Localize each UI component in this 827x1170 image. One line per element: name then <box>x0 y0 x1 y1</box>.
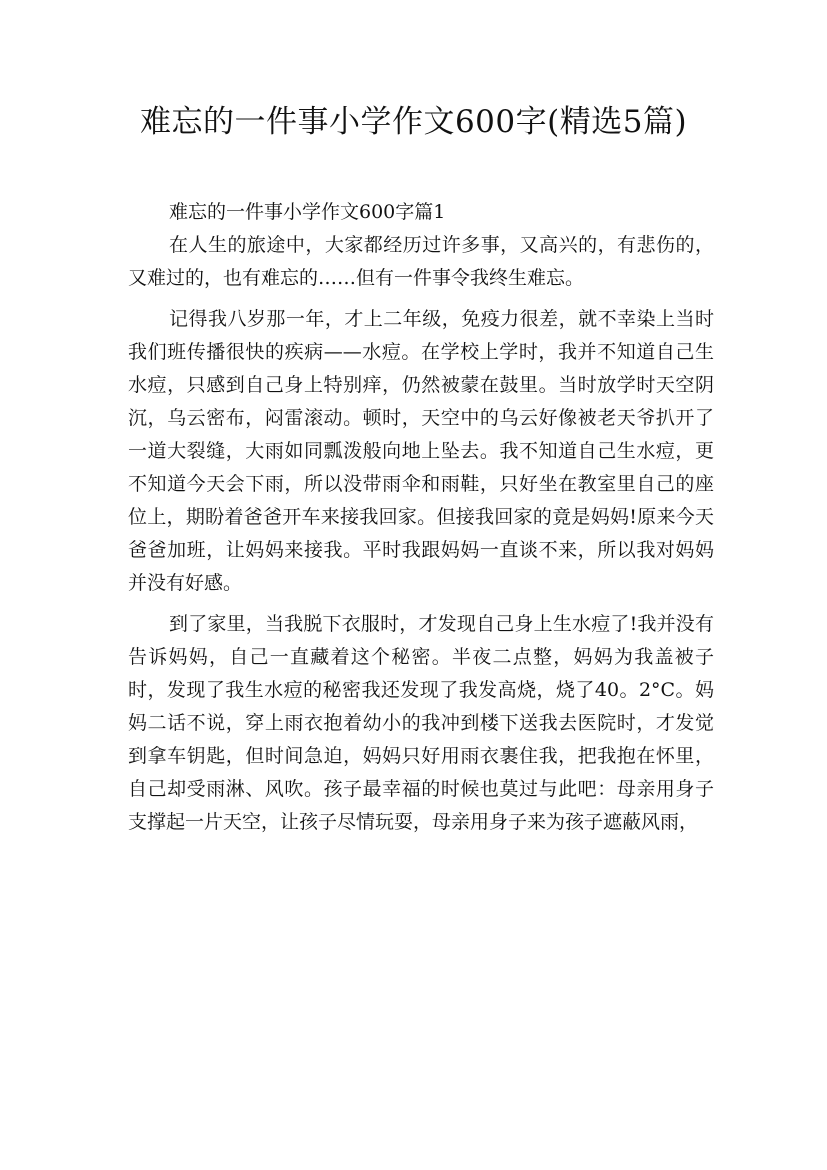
document-body <box>128 196 714 847</box>
paragraph-1: 在人生的旅途中，大家都经历过许多事，又高兴的，有悲伤的，又难过的，也有难忘的……但有一件事令我终生难忘。 <box>128 234 714 289</box>
paragraph-2: 记得我八岁那一年，才上二年级，免疫力很差，就不幸染上当时我们班传播很快的疾病——水痘。在学校上学时，我并不知道自己生水痘，只感到自己身上特别痒，仍然被蒙在鼓里。当时放学时天空阴沉，乌云密布，闷雷滚动。顿时，天空中的乌云好像被老天爷扒开了一道大裂缝，大雨如同瓢泼般向地上坠去。我不知道自己生水痘，更不知道今天会下雨，所以没带雨伞和雨鞋，只好坐在教室里自己的座位上，期盼着爸爸开车来接我回家。但接我回家的竟是妈妈!原来今天爸爸加班，让妈妈来接我。平时我跟妈妈一直谈不来，所以我对妈妈并没有好感。 <box>128 308 714 594</box>
section-heading: 难忘的一件事小学作文600字篇1 <box>169 201 446 223</box>
paragraph-3: 到了家里，当我脱下衣服时，才发现自己身上生水痘了!我并没有告诉妈妈，自己一直藏着这个秘密。半夜二点整，妈妈为我盖被子时，发现了我生水痘的秘密我还发现了我发高烧，烧了40。2°C。妈妈二话不说，穿上雨衣抱着幼小的我冲到楼下送我去医院时，才发觉到拿车钥匙，但时间急迫，妈妈只好用雨衣裹住我，把我抱在怀里，自己却受雨淋、风吹。孩子最幸福的时候也莫过与此吧：母亲用身子支撑起一片天空，让孩子尽情玩耍，母亲用身子来为孩子遮蔽风雨， <box>128 613 714 833</box>
document-title: 难忘的一件事小学作文600字(精选5篇) <box>139 104 688 140</box>
